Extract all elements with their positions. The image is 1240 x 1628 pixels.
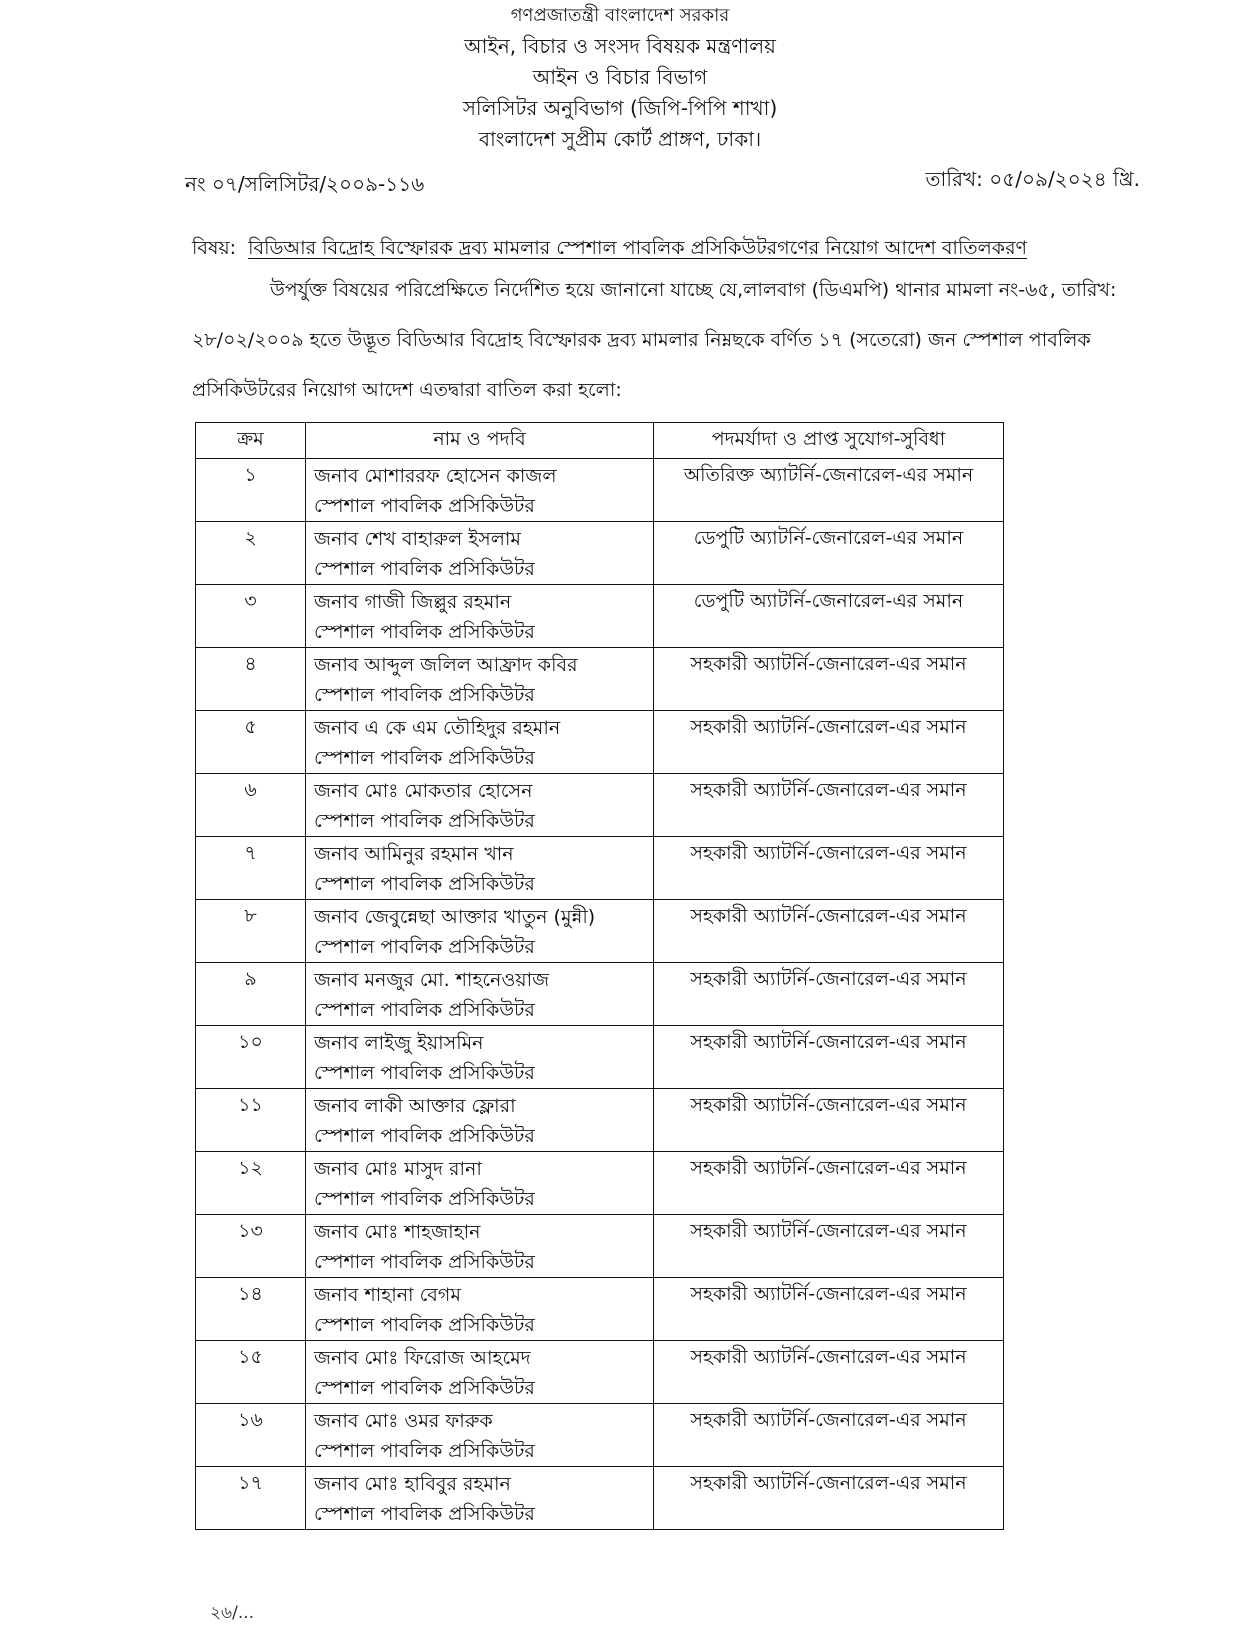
letterhead-address: বাংলাদেশ সুপ্রীম কোর্ট প্রাঙ্গণ, ঢাকা।: [478, 127, 762, 151]
header-name-designation: নাম ও পদবি: [306, 423, 654, 459]
rank-cell: সহকারী অ্যাটর্নি-জেনারেল-এর সমান: [654, 1278, 1004, 1341]
person-designation: স্পেশাল পাবলিক প্রসিকিউটর: [314, 621, 535, 643]
person-name: জনাব মনজুর মো. শাহনেওয়াজ: [314, 969, 550, 991]
person-name: জনাব শাহানা বেগম: [314, 1284, 461, 1306]
rank-cell: অতিরিক্ত অ্যাটর্নি-জেনারেল-এর সমান: [654, 459, 1004, 522]
person-name: জনাব এ কে এম তৌহিদুর রহমান: [314, 717, 561, 739]
rank-cell: সহকারী অ্যাটর্নি-জেনারেল-এর সমান: [654, 1341, 1004, 1404]
subject-line: [192, 234, 1027, 266]
person-name: জনাব মোশাররফ হোসেন কাজল: [314, 465, 557, 487]
footer-mark: ২৬/...: [210, 1603, 255, 1623]
name-designation-cell: [306, 837, 654, 900]
letterhead: [0, 0, 1240, 155]
subject-label: বিষয়:: [192, 237, 237, 259]
person-name: জনাব মোঃ মোকতার হোসেন: [314, 780, 533, 802]
table-header-row: [196, 423, 1004, 459]
memo-date: তারিখ: ০৫/০৯/২০২৪ খ্রি.: [925, 167, 1140, 191]
person-designation: স্পেশাল পাবলিক প্রসিকিউটর: [314, 747, 535, 769]
table-row: [196, 585, 1004, 648]
person-name: জনাব শেখ বাহারুল ইসলাম: [314, 528, 521, 550]
letterhead-government: গণপ্রজাতন্ত্রী বাংলাদেশ সরকার: [510, 5, 730, 26]
letterhead-ministry: আইন, বিচার ও সংসদ বিষয়ক মন্ত্রণালয়: [464, 34, 776, 58]
table-body: [196, 459, 1004, 1530]
serial-number: ২: [196, 522, 306, 585]
serial-number: ১০: [196, 1026, 306, 1089]
person-name: জনাব আব্দুল জলিল আফ্রাদ কবির: [314, 654, 578, 676]
name-designation-cell: [306, 711, 654, 774]
table-row: [196, 459, 1004, 522]
table-row: [196, 1404, 1004, 1467]
person-name: জনাব গাজী জিল্লুর রহমান: [314, 591, 512, 613]
person-designation: স্পেশাল পাবলিক প্রসিকিউটর: [314, 1440, 535, 1462]
table-row: [196, 711, 1004, 774]
table-row: [196, 522, 1004, 585]
header-serial: ক্রম: [196, 423, 306, 459]
rank-cell: সহকারী অ্যাটর্নি-জেনারেল-এর সমান: [654, 1089, 1004, 1152]
name-designation-cell: [306, 1467, 654, 1530]
person-name: জনাব মোঃ শাহজাহান: [314, 1221, 481, 1243]
name-designation-cell: [306, 900, 654, 963]
person-designation: স্পেশাল পাবলিক প্রসিকিউটর: [314, 1377, 535, 1399]
rank-cell: সহকারী অ্যাটর্নি-জেনারেল-এর সমান: [654, 1404, 1004, 1467]
table-row: [196, 1215, 1004, 1278]
person-designation: স্পেশাল পাবলিক প্রসিকিউটর: [314, 936, 535, 958]
letterhead-division: আইন ও বিচার বিভাগ: [532, 65, 708, 89]
person-name: জনাব মোঃ ফিরোজ আহমেদ: [314, 1347, 531, 1369]
serial-number: ১: [196, 459, 306, 522]
person-designation: স্পেশাল পাবলিক প্রসিকিউটর: [314, 1251, 535, 1273]
rank-cell: সহকারী অ্যাটর্নি-জেনারেল-এর সমান: [654, 963, 1004, 1026]
serial-number: ১১: [196, 1089, 306, 1152]
name-designation-cell: [306, 1152, 654, 1215]
person-name: জনাব মোঃ ওমর ফারুক: [314, 1410, 493, 1432]
name-designation-cell: [306, 585, 654, 648]
rank-cell: সহকারী অ্যাটর্নি-জেনারেল-এর সমান: [654, 774, 1004, 837]
table-row: [196, 648, 1004, 711]
table-row: [196, 1026, 1004, 1089]
name-designation-cell: [306, 963, 654, 1026]
name-designation-cell: [306, 1404, 654, 1467]
body-paragraph: [192, 265, 1188, 415]
person-designation: স্পেশাল পাবলিক প্রসিকিউটর: [314, 810, 535, 832]
body-text: উপর্যুক্ত বিষয়ের পরিপ্রেক্ষিতে নির্দেশিত হয়ে জানানো যাচ্ছে যে,লালবাগ (ডিএমপি) থানার মামলা নং-৬৫, তারিখ: ২৮/০২/২০০৯ হতে উদ্ভূত বিডিআর বিদ্রোহ বিস্ফোরক দ্রব্য মামলার নিম্নছকে বর্ণিত ১৭ (সতেরো) জন স্পেশাল পাবলিক প্রসিকিউটরের নিয়োগ আদেশ এতদ্বারা বাতিল করা হলো:: [192, 279, 1117, 401]
person-designation: স্পেশাল পাবলিক প্রসিকিউটর: [314, 684, 535, 706]
table-row: [196, 774, 1004, 837]
rank-cell: ডেপুটি অ্যাটর্নি-জেনারেল-এর সমান: [654, 585, 1004, 648]
person-designation: স্পেশাল পাবলিক প্রসিকিউটর: [314, 495, 535, 517]
serial-number: ১৬: [196, 1404, 306, 1467]
name-designation-cell: [306, 648, 654, 711]
table-row: [196, 1152, 1004, 1215]
table-row: [196, 1089, 1004, 1152]
rank-cell: সহকারী অ্যাটর্নি-জেনারেল-এর সমান: [654, 1026, 1004, 1089]
person-name: জনাব লাকী আক্তার ফ্লোরা: [314, 1095, 516, 1117]
prosecutor-table: [195, 422, 1004, 1530]
serial-number: ১৫: [196, 1341, 306, 1404]
memo-reference: নং ০৭/সলিসিটর/২০০৯-১১৬: [185, 172, 425, 196]
serial-number: ৭: [196, 837, 306, 900]
table-row: [196, 1278, 1004, 1341]
serial-number: ৬: [196, 774, 306, 837]
rank-cell: সহকারী অ্যাটর্নি-জেনারেল-এর সমান: [654, 1467, 1004, 1530]
person-designation: স্পেশাল পাবলিক প্রসিকিউটর: [314, 873, 535, 895]
name-designation-cell: [306, 522, 654, 585]
name-designation-cell: [306, 1089, 654, 1152]
name-designation-cell: [306, 1215, 654, 1278]
table-row: [196, 963, 1004, 1026]
serial-number: ৩: [196, 585, 306, 648]
letterhead-wing: সলিসিটর অনুবিভাগ (জিপি-পিপি শাখা): [462, 96, 778, 120]
person-designation: স্পেশাল পাবলিক প্রসিকিউটর: [314, 1125, 535, 1147]
rank-cell: সহকারী অ্যাটর্নি-জেনারেল-এর সমান: [654, 900, 1004, 963]
name-designation-cell: [306, 459, 654, 522]
rank-cell: সহকারী অ্যাটর্নি-জেনারেল-এর সমান: [654, 648, 1004, 711]
rank-cell: সহকারী অ্যাটর্নি-জেনারেল-এর সমান: [654, 1152, 1004, 1215]
serial-number: ১৪: [196, 1278, 306, 1341]
table-row: [196, 1341, 1004, 1404]
subject-text: বিডিআর বিদ্রোহ বিস্ফোরক দ্রব্য মামলার স্পেশাল পাবলিক প্রসিকিউটরগণের নিয়োগ আদেশ বাতিলকরণ: [248, 237, 1028, 259]
header-rank-benefits: পদমর্যাদা ও প্রাপ্ত সুযোগ-সুবিধা: [654, 423, 1004, 459]
table-row: [196, 900, 1004, 963]
rank-cell: সহকারী অ্যাটর্নি-জেনারেল-এর সমান: [654, 711, 1004, 774]
serial-number: ৮: [196, 900, 306, 963]
serial-number: ৫: [196, 711, 306, 774]
table-row: [196, 1467, 1004, 1530]
rank-cell: সহকারী অ্যাটর্নি-জেনারেল-এর সমান: [654, 837, 1004, 900]
person-designation: স্পেশাল পাবলিক প্রসিকিউটর: [314, 1062, 535, 1084]
person-name: জনাব আমিনুর রহমান খান: [314, 843, 514, 865]
person-designation: স্পেশাল পাবলিক প্রসিকিউটর: [314, 1503, 535, 1525]
person-name: জনাব মোঃ মাসুদ রানা: [314, 1158, 482, 1180]
serial-number: ৪: [196, 648, 306, 711]
serial-number: ১৭: [196, 1467, 306, 1530]
person-name: জনাব মোঃ হাবিবুর রহমান: [314, 1473, 511, 1495]
name-designation-cell: [306, 1341, 654, 1404]
person-designation: স্পেশাল পাবলিক প্রসিকিউটর: [314, 1188, 535, 1210]
serial-number: ১২: [196, 1152, 306, 1215]
person-designation: স্পেশাল পাবলিক প্রসিকিউটর: [314, 1314, 535, 1336]
serial-number: ১৩: [196, 1215, 306, 1278]
rank-cell: ডেপুটি অ্যাটর্নি-জেনারেল-এর সমান: [654, 522, 1004, 585]
person-designation: স্পেশাল পাবলিক প্রসিকিউটর: [314, 558, 535, 580]
person-designation: স্পেশাল পাবলিক প্রসিকিউটর: [314, 999, 535, 1021]
table-row: [196, 837, 1004, 900]
person-name: জনাব লাইজু ইয়াসমিন: [314, 1032, 484, 1054]
name-designation-cell: [306, 1278, 654, 1341]
serial-number: ৯: [196, 963, 306, 1026]
name-designation-cell: [306, 1026, 654, 1089]
name-designation-cell: [306, 774, 654, 837]
rank-cell: সহকারী অ্যাটর্নি-জেনারেল-এর সমান: [654, 1215, 1004, 1278]
person-name: জনাব জেবুন্নেছা আক্তার খাতুন (মুন্নী): [314, 906, 596, 928]
